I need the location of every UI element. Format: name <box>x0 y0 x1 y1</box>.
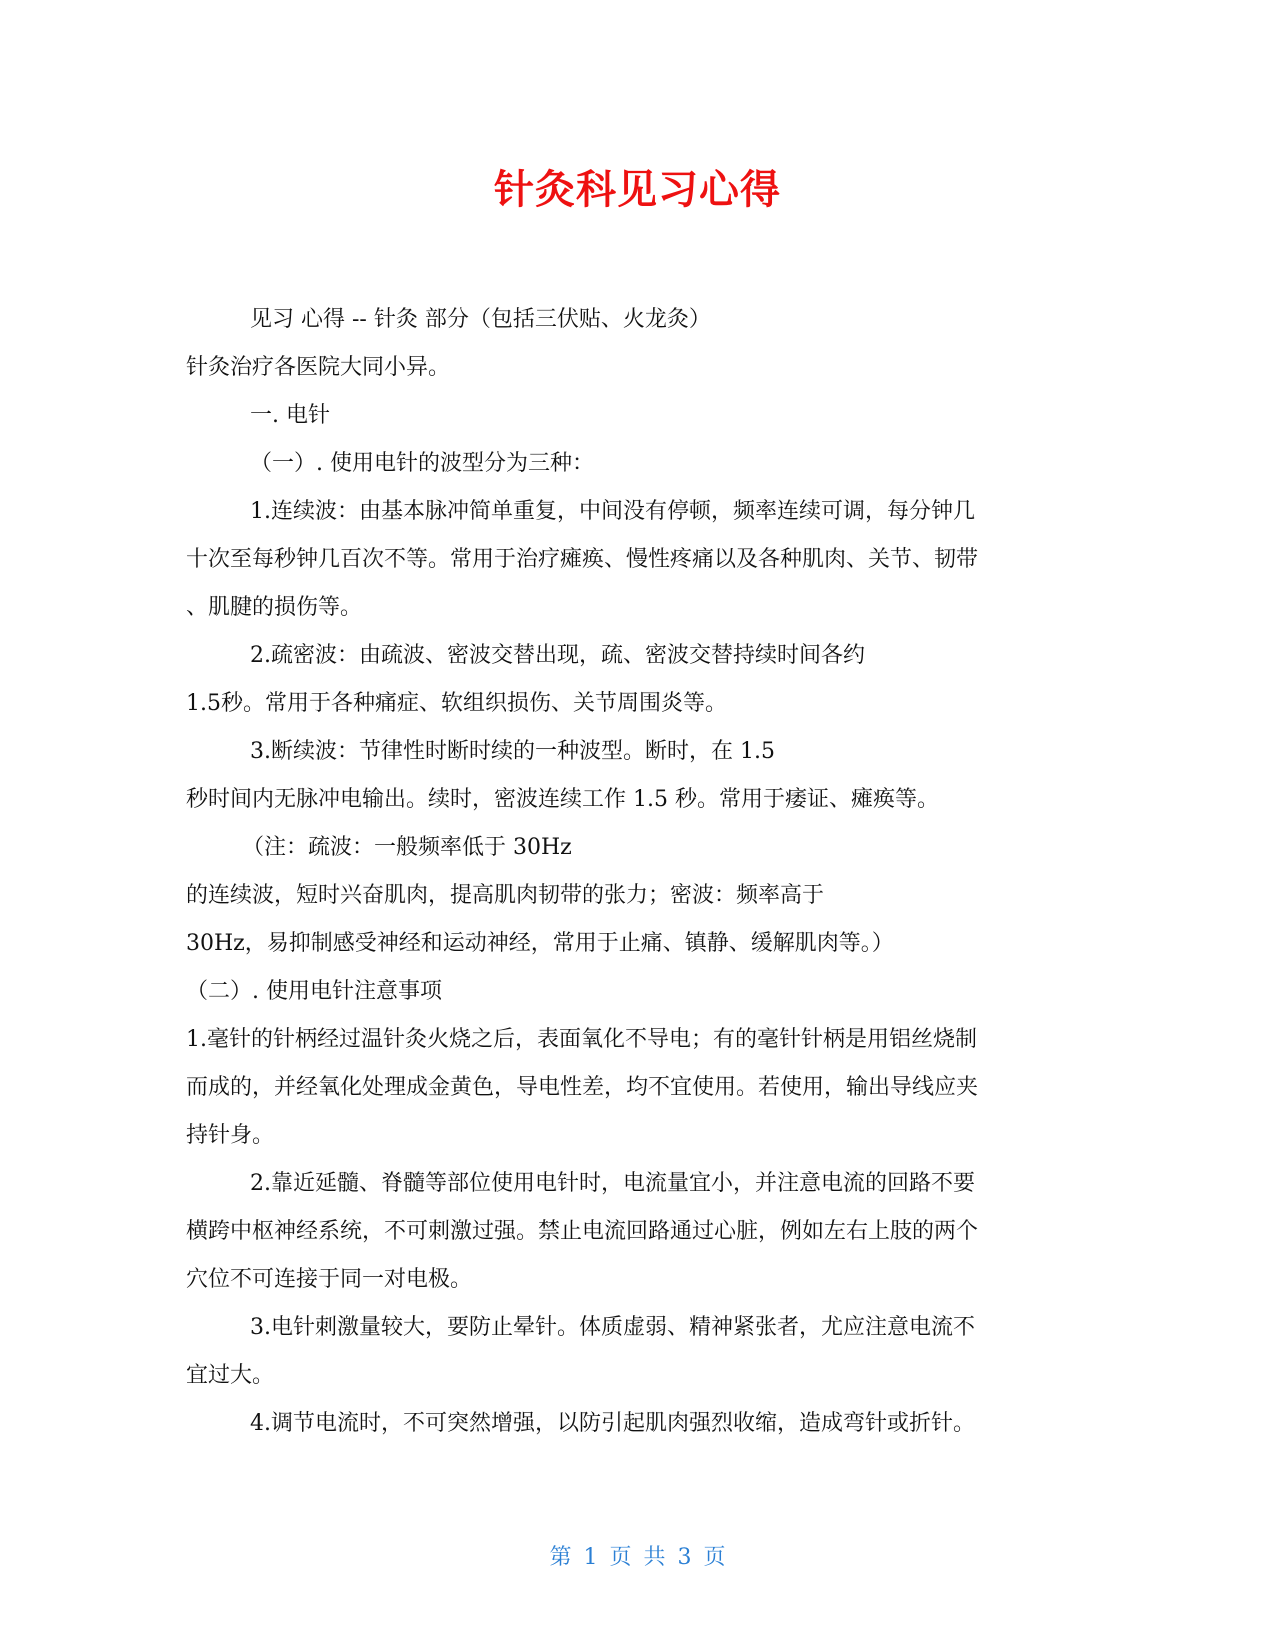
footer-text-part: 页 <box>609 1545 632 1570</box>
text-line: 一. 电针 <box>250 403 330 428</box>
text-line: 的连续波，短时兴奋肌肉，提高肌肉韧带的张力；密波：频率高于 <box>186 883 825 908</box>
text-line: 宜过大。 <box>186 1363 275 1388</box>
text-line: 4.调节电流时，不可突然增强，以防引起肌肉强烈收缩，造成弯针或折针。 <box>250 1411 975 1436</box>
text-line: （注：疏波：一般频率低于 30Hz <box>242 835 572 860</box>
text-line: 针灸治疗各医院大同小异。 <box>186 355 451 380</box>
text-line: 十次至每秒钟几百次不等。常用于治疗瘫痪、慢性疼痛以及各种肌肉、关节、韧带 <box>186 547 979 572</box>
text-line: 持针身。 <box>186 1123 275 1148</box>
page-footer <box>0 1540 1275 1571</box>
text-line: 3.电针刺激量较大，要防止晕针。体质虚弱、精神紧张者，尤应注意电流不 <box>250 1315 975 1340</box>
document-title: 针灸科见习心得 <box>494 167 781 213</box>
text-line: 横跨中枢神经系统，不可刺激过强。禁止电流回路通过心脏，例如左右上肢的两个 <box>186 1219 979 1244</box>
text-line: （二）. 使用电针注意事项 <box>186 979 442 1004</box>
text-line: 30Hz，易抑制感受神经和运动神经，常用于止痛、镇静、缓解肌肉等。） <box>186 931 894 956</box>
text-line: 1.5秒。常用于各种痛症、软组织损伤、关节周围炎等。 <box>186 691 727 716</box>
text-line: 穴位不可连接于同一对电极。 <box>186 1267 473 1292</box>
text-line: 而成的，并经氧化处理成金黄色，导电性差，均不宜使用。若使用，输出导线应夹 <box>186 1075 979 1100</box>
document-body <box>186 296 1086 1448</box>
text-line: 见习 心得 -- 针灸 部分（包括三伏贴、火龙灸） <box>250 307 711 332</box>
footer-text-part: 1 <box>583 1545 598 1570</box>
footer-text-part: 第 <box>549 1545 572 1570</box>
footer-text-part: 页 <box>703 1545 726 1570</box>
text-line: 1.毫针的针柄经过温针灸火烧之后，表面氧化不导电；有的毫针针柄是用铝丝烧制 <box>186 1027 977 1052</box>
footer-text-part: 共 <box>643 1545 666 1570</box>
text-line: 秒时间内无脉冲电输出。续时，密波连续工作 1.5 秒。常用于痿证、瘫痪等。 <box>186 787 939 812</box>
text-line: （一）. 使用电针的波型分为三种： <box>250 451 594 476</box>
text-line: 2.疏密波：由疏波、密波交替出现，疏、密波交替持续时间各约 <box>250 643 865 668</box>
text-line: 1.连续波：由基本脉冲简单重复，中间没有停顿，频率连续可调，每分钟几 <box>250 499 975 524</box>
footer-text-part: 3 <box>677 1545 692 1570</box>
text-line: 2.靠近延髓、脊髓等部位使用电针时，电流量宜小，并注意电流的回路不要 <box>250 1171 975 1196</box>
text-line: 3.断续波：节律性时断时续的一种波型。断时，在 1.5 <box>250 739 775 764</box>
text-line: 、肌腱的损伤等。 <box>186 595 363 620</box>
